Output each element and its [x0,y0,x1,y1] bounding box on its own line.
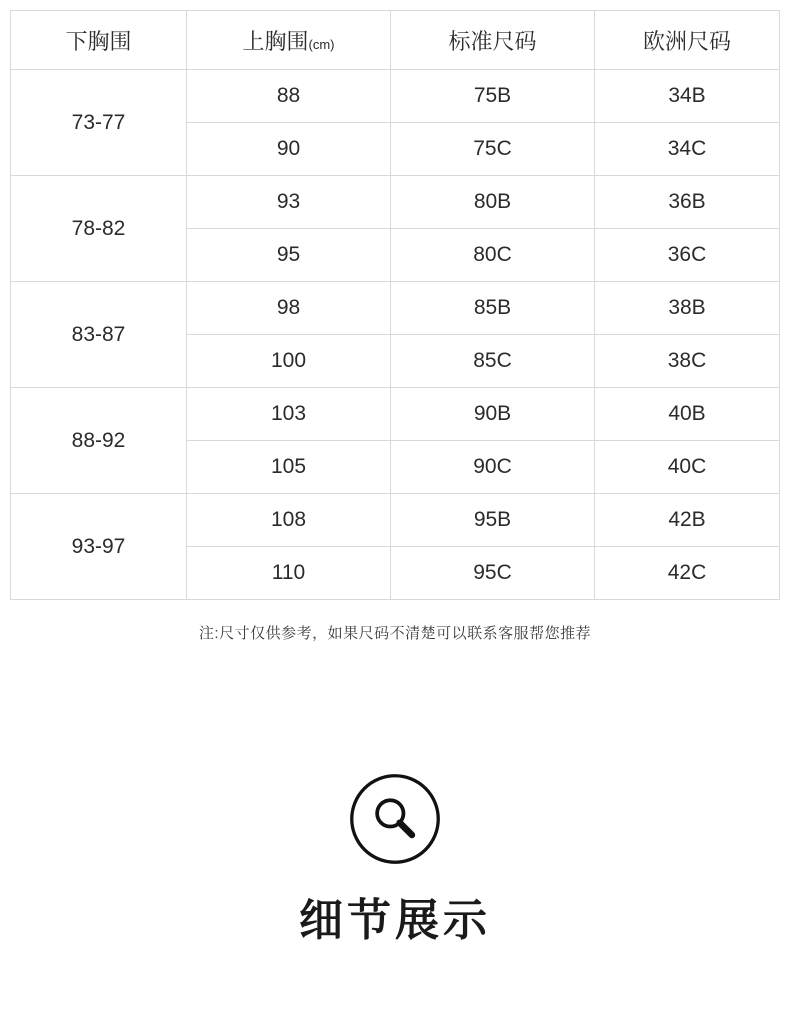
header-standard-size: 标准尺码 [391,11,595,70]
eu-size-cell: 34B [595,70,780,123]
band-cell: 88-92 [11,388,187,494]
size-table [10,10,780,600]
size-table-head [11,11,780,70]
bust-cell: 105 [187,441,391,494]
header-eu-size: 欧洲尺码 [595,11,780,70]
detail-title: 细节展示 [299,896,491,945]
standard-size-cell: 75C [391,123,595,176]
header-bust: 上胸围(cm) [187,11,391,70]
standard-size-cell: 80C [391,229,595,282]
header-underbust: 下胸围 [11,11,187,70]
header-bust-unit: (cm) [308,36,335,52]
table-header-row [11,11,780,70]
eu-size-cell: 36C [595,229,780,282]
standard-size-cell: 90C [391,441,595,494]
band-cell: 93-97 [11,494,187,600]
eu-size-cell: 34C [595,123,780,176]
detail-section [0,772,790,948]
size-table-body [11,70,780,600]
standard-size-cell: 75B [391,70,595,123]
table-row [11,176,780,229]
bust-cell: 93 [187,176,391,229]
size-note: 注:尺寸仅供参考，如果尺码不清楚可以联系客服帮您推荐 [198,625,592,642]
bust-cell: 110 [187,547,391,600]
size-chart [10,10,779,600]
bust-cell: 103 [187,388,391,441]
standard-size-cell: 95C [391,547,595,600]
bust-cell: 100 [187,335,391,388]
standard-size-cell: 90B [391,388,595,441]
standard-size-cell: 95B [391,494,595,547]
bust-cell: 95 [187,229,391,282]
bust-cell: 88 [187,70,391,123]
eu-size-cell: 38C [595,335,780,388]
standard-size-cell: 85B [391,282,595,335]
eu-size-cell: 38B [595,282,780,335]
table-row [11,70,780,123]
eu-size-cell: 42B [595,494,780,547]
table-row [11,282,780,335]
standard-size-cell: 85C [391,335,595,388]
eu-size-cell: 42C [595,547,780,600]
eu-size-cell: 40B [595,388,780,441]
bust-cell: 98 [187,282,391,335]
magnifier-icon [348,772,442,866]
bust-cell: 90 [187,123,391,176]
table-row [11,494,780,547]
table-row [11,388,780,441]
standard-size-cell: 80B [391,176,595,229]
eu-size-cell: 36B [595,176,780,229]
eu-size-cell: 40C [595,441,780,494]
bust-cell: 108 [187,494,391,547]
band-cell: 78-82 [11,176,187,282]
band-cell: 73-77 [11,70,187,176]
band-cell: 83-87 [11,282,187,388]
